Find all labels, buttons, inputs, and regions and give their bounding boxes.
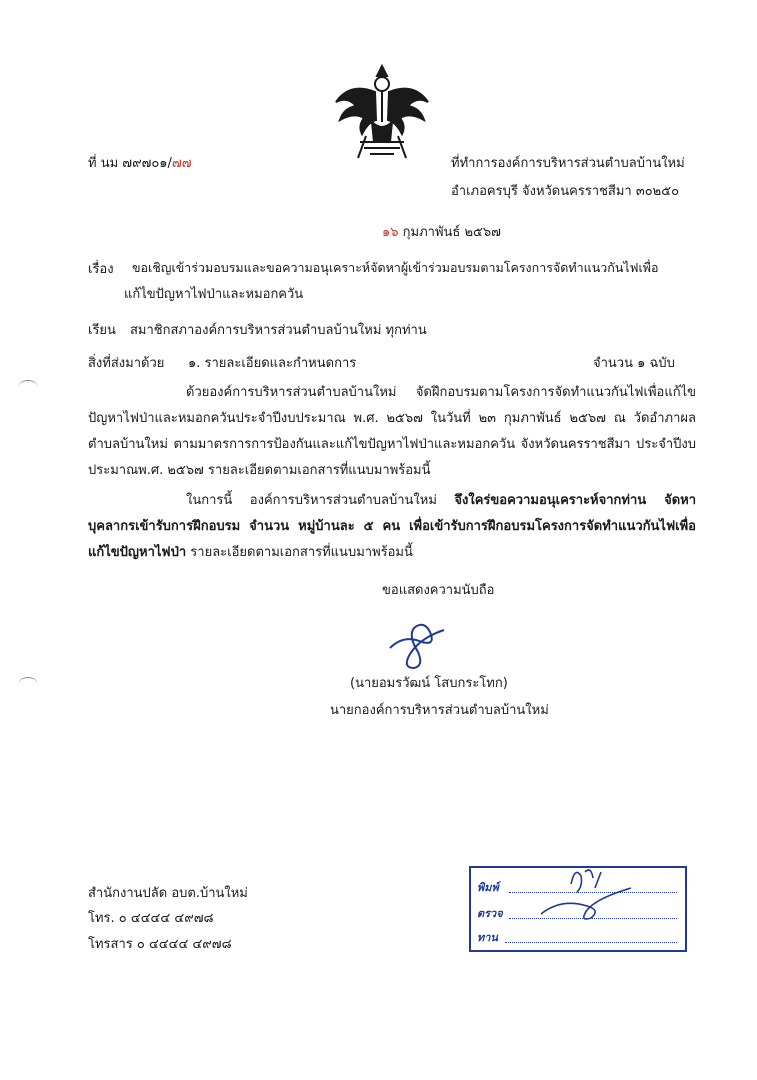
stamp-approve-label: ทาน bbox=[477, 931, 498, 944]
department-name: สำนักงานปลัด อบต.บ้านใหม่ bbox=[88, 886, 248, 901]
enclosure-quantity: จำนวน ๑ ฉบับ bbox=[593, 356, 675, 371]
body-paragraph-1 bbox=[88, 380, 696, 484]
fax: โทรสาร ๐ ๔๔๔๔ ๔๙๗๘ bbox=[88, 937, 232, 952]
signer-name: (นายอมรวัฒน์ โสบกระโทก) bbox=[350, 676, 508, 691]
subject-line1: ขอเชิญเข้าร่วมอบรมและขอความอนุเคราะห์จัดหาผู้เข้าร่วมอบรมตามโครงการจัดทำแนวกันไฟเพื่อ bbox=[132, 260, 659, 275]
stamp-print-label: พิมพ์ bbox=[477, 881, 499, 894]
telephone: โทร. ๐ ๔๔๔๔ ๔๙๗๘ bbox=[88, 911, 214, 926]
recipient-label: เรียน bbox=[88, 323, 116, 338]
signature-icon bbox=[384, 618, 456, 670]
stamp-check-label: ตรวจ bbox=[477, 907, 503, 920]
subject-label: เรื่อง bbox=[88, 262, 114, 277]
initials-icon bbox=[531, 862, 641, 932]
document-date bbox=[382, 221, 501, 242]
recipient-text: สมาชิกสภาองค์การบริหารส่วนตำบลบ้านใหม่ ทุกท่าน bbox=[130, 323, 427, 338]
body-paragraph-2 bbox=[88, 488, 696, 566]
body-paragraph-2-bold: จึงใคร่ขอความอนุเคราะห์จากท่าน จัดหาบุคลากรเข้ารับการฝึกอบรม จำนวน หมู่บ้านละ ๕ คน เพื่อเข้ารับการฝึกอบรมโครงการจัดทำแนวกันไฟเพื่อแก้ไขปัญหาไฟป่า bbox=[88, 493, 697, 560]
office-address-line1: ที่ทำการองค์การบริหารส่วนตำบลบ้านใหม่ bbox=[451, 156, 685, 171]
reference-number-handwritten: ๗๗ bbox=[171, 156, 192, 171]
body-paragraph-1-text: ด้วยองค์การบริหารส่วนตำบลบ้านใหม่ จัดฝึกอบรมตามโครงการจัดทำแนวกันไฟเพื่อแก้ไขปัญหาไฟป่าและหมอกควันประจำปีงบประมาณ พ.ศ. ๒๕๖๗ ในวันที่ ๒๓ กุมภาพันธ์ ๒๕๖๗ ณ วัดอำภาผล ตำบลบ้านใหม่ ตามมาตรการการป้องกันและแก้ไขปัญหาไฟป่าและหมอกควัน จังหวัดนครราชสีมา ประจำปีงบประมาณพ.ศ. ๒๕๖๗ รายละเอียดตามเอกสารที่แนบมาพร้อมนี้ bbox=[88, 385, 696, 478]
enclosure-label: สิ่งที่ส่งมาด้วย bbox=[88, 356, 165, 371]
body-paragraph-2-tail: รายละเอียดตามเอกสารที่แนบมาพร้อมนี้ bbox=[186, 545, 413, 560]
approval-stamp bbox=[469, 866, 687, 952]
garuda-emblem-icon bbox=[330, 62, 434, 162]
date-day-handwritten: ๑๖ bbox=[382, 225, 399, 240]
punch-mark bbox=[18, 380, 38, 395]
date-month-year: กุมภาพันธ์ ๒๕๖๗ bbox=[402, 225, 501, 240]
office-address-line2: อำเภอครบุรี จังหวัดนครราชสีมา ๓๐๒๕๐ bbox=[451, 184, 680, 199]
body-paragraph-2-text: ในการนี้ องค์การบริหารส่วนตำบลบ้านใหม่ bbox=[186, 493, 455, 508]
closing-phrase: ขอแสดงความนับถือ bbox=[382, 583, 495, 598]
reference-number bbox=[88, 152, 192, 173]
punch-mark bbox=[18, 677, 38, 692]
subject-line2: แก้ไขปัญหาไฟป่าและหมอกควัน bbox=[124, 287, 304, 302]
enclosure-item: ๑. รายละเอียดและกำหนดการ bbox=[188, 356, 357, 371]
stamp-approve-line bbox=[505, 942, 677, 943]
reference-prefix: ที่ นม ๗๙๗๐๑/ bbox=[88, 156, 172, 171]
signer-title: นายกองค์การบริหารส่วนตำบลบ้านใหม่ bbox=[330, 703, 549, 718]
